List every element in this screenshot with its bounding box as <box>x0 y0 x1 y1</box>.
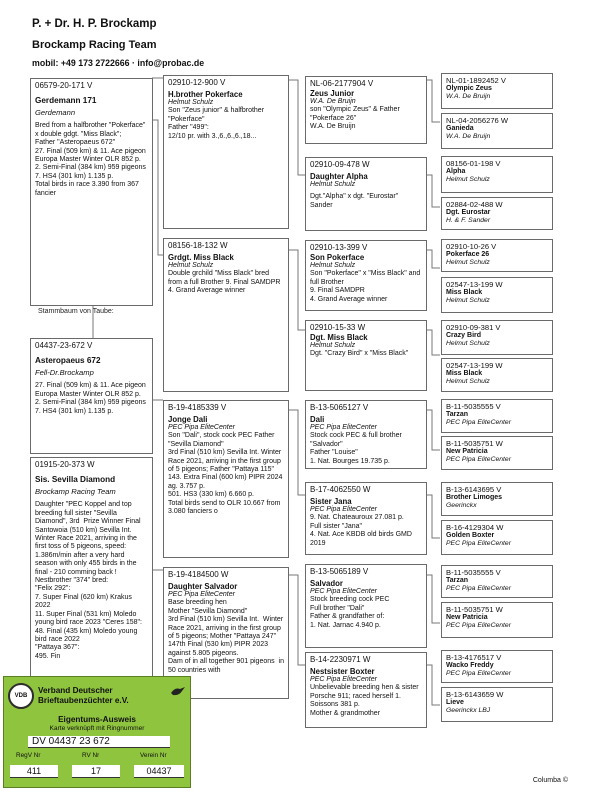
g4-name: Lieve <box>446 699 464 706</box>
g4-name: Dgt. Eurostar <box>446 209 491 216</box>
g4-card-16 <box>441 687 553 722</box>
subject-breeder: Gerdemann <box>35 108 76 117</box>
g4-breeder: W.A. De Bruijn <box>446 133 491 140</box>
ggp-dss-card <box>305 400 427 469</box>
g4-breeder: Helmut Schulz <box>446 378 490 385</box>
grandsire-paternal-card <box>163 75 289 229</box>
g4-card-3 <box>441 156 553 193</box>
sd-name: Grdgt. Miss Black <box>168 253 234 262</box>
g4-breeder: PEC Pipa EliteCenter <box>446 670 511 677</box>
g4-name: Tarzan <box>446 577 469 584</box>
g4-card-5 <box>441 239 553 272</box>
g4-breeder: W.A. De Bruijn <box>446 93 491 100</box>
g4-breeder: H. & F. Sander <box>446 217 491 224</box>
ss-breeder: Helmut Schulz <box>168 99 214 106</box>
ddd-description: Unbelievable breeding hen & sister Porsche 911; raced herself 1. Soissons 381 p. Mother & grandmother <box>310 684 419 717</box>
g4-card-11 <box>441 482 553 516</box>
subject-ring: 06579-20-171 V <box>35 81 93 90</box>
verein-label: Verein Nr <box>140 752 167 759</box>
dam-card <box>30 457 153 679</box>
card-ring-number: DV 04437 23 672 <box>28 736 170 748</box>
owner-name: P. + Dr. H. P. Brockamp <box>32 18 157 30</box>
sire-description: 27. Final (509 km) & 11. Ace pigeon Europa Master Winter OLR 852 p. 2. Semi-Final (384 km) 959 pigeons 7. HS4 (301 km) 1.135 p. <box>35 382 146 415</box>
g4-name: Miss Black <box>446 370 483 377</box>
ddd-name: Nestsister Boxter <box>310 667 375 676</box>
dss-breeder: PEC Pipa EliteCenter <box>310 424 377 431</box>
ggp-sds-card <box>305 240 427 311</box>
g4-ring: B-16-4129304 W <box>446 523 504 532</box>
sss-ring: NL-06-2177904 V <box>310 79 374 88</box>
subject-pigeon-card <box>30 78 153 306</box>
dss-description: Stock cock PEC & full brother "Salvador" Father "Louise" 1. Nat. Bourges 19.735 p. <box>310 432 402 465</box>
regv-value: 411 <box>10 765 58 778</box>
g4-name: New Patricia <box>446 448 488 455</box>
regv-label: RegV Nr <box>16 752 41 759</box>
g4-name: Pokerface 26 <box>446 251 490 258</box>
grandsire-maternal-card <box>163 400 289 558</box>
ggp-sss-card <box>305 76 427 144</box>
dam-ring: 01915-20-373 W <box>35 460 95 469</box>
g4-breeder: PEC Pipa EliteCenter <box>446 585 511 592</box>
dds-ring: B-13-5065189 V <box>310 567 369 576</box>
dsd-breeder: PEC Pipa EliteCenter <box>310 506 377 513</box>
subject-name: Gerdemann 171 <box>35 96 97 105</box>
g4-ring: 02547-13-199 W <box>446 280 503 289</box>
dsd-ring: B-17-4062550 W <box>310 485 371 494</box>
g4-breeder: Geerinckx <box>446 502 477 509</box>
g4-ring: B-13-6143695 V <box>446 485 502 494</box>
sd-description: Double grchild "Miss Black" bred from a full Brother 9. Final SAMDPR 4. Grand Average winner <box>168 270 281 295</box>
org-name-line2: Brieftaubenzüchter e.V. <box>38 696 129 705</box>
g4-name: Golden Boxter <box>446 532 495 539</box>
sss-description: son "Olympic Zeus" & Father "Pokerface 26" W.A. De Bruijn <box>310 106 400 131</box>
g4-ring: B-11-5035751 W <box>446 439 503 448</box>
g4-card-6 <box>441 277 553 313</box>
ggp-dsd-card <box>305 482 427 555</box>
g4-breeder: Helmut Schulz <box>446 259 490 266</box>
org-name-line1: Verband Deutscher <box>38 686 113 695</box>
ggp-sdd-card <box>305 320 427 391</box>
g4-name: Brother Limoges <box>446 494 503 501</box>
sdd-breeder: Helmut Schulz <box>310 342 356 349</box>
g4-card-9 <box>441 399 553 433</box>
g4-card-13 <box>441 565 553 598</box>
dds-name: Salvador <box>310 579 343 588</box>
dd-breeder: PEC Pipa EliteCenter <box>168 591 235 598</box>
sd-ring: 08156-18-132 W <box>168 241 228 250</box>
g4-breeder: PEC Pipa EliteCenter <box>446 622 511 629</box>
card-title: Eigentums-Ausweis <box>58 715 136 724</box>
ss-name: H.brother Pokerface <box>168 90 243 99</box>
ssd-breeder: Helmut Schulz <box>310 181 356 188</box>
g4-card-4 <box>441 197 553 230</box>
g4-card-15 <box>441 650 553 683</box>
ds-description: Son "Dali", stock cock PEC Father "Sevilla Diamond" 3rd Final (510 km) Sevilla Int. Winter Race 2021, arriving in the first group of 5 pigeons; Father "Pattaya 115" 143. Extra Final (600 km) PIPR 2024 ag. 3.757 p. 501. HS3 (330 km) 6.660 p. Total birds send to OLR 10.667 from 3.080 fanciers o <box>168 432 283 516</box>
g4-name: Ganieda <box>446 125 474 132</box>
rv-value: 17 <box>72 765 120 778</box>
g4-name: Tarzan <box>446 411 469 418</box>
granddam-paternal-card <box>163 238 289 392</box>
g4-breeder: Helmut Schulz <box>446 340 490 347</box>
g4-breeder: Geerinckx LBJ <box>446 707 491 714</box>
contact-line: mobil: +49 173 2722666 · info@probac.de <box>32 58 205 68</box>
g4-ring: B-11-5035555 V <box>446 402 501 411</box>
card-subtitle: Karte verknüpft mit Ringnummer <box>49 725 145 732</box>
ds-ring: B-19-4185339 V <box>168 403 227 412</box>
g4-ring: 02884-02-488 W <box>446 200 503 209</box>
ddd-ring: B-14-2230971 W <box>310 655 371 664</box>
g4-card-10 <box>441 436 553 470</box>
dsd-name: Sister Jana <box>310 497 352 506</box>
subject-description: Bred from a halfbrother "Pokerface" x double gdgt. "Miss Black"; Father "Asteropaeus 672" 27. Final (509 km) & 11. Ace pigeon Europa Master Winter OLR 852 p. 2. Semi-Final (384 km) 959 pigeons 7. HS4 (301 km) 1.135 p. Total birds in race 3.390 from 367 fancier <box>35 122 146 197</box>
ss-description: Son "Zeus junior" & halfbrother "Pokerface" Father "499": 12/10 pr. with 3.,6.,6.,6.,18... <box>168 107 265 140</box>
g4-breeder: PEC Pipa EliteCenter <box>446 419 511 426</box>
g4-ring: B-11-5035751 W <box>446 605 503 614</box>
dsd-description: 9. Nat. Chateauroux 27.081 p. Full sister "Jana" 4. Nat. Ace KBDB old birds GMD 2019 <box>310 514 412 547</box>
sds-description: Son "Pokerface" x "Miss Black" and full Brother 9. Final SAMDPR 4. Grand Average winner <box>310 270 421 303</box>
dds-breeder: PEC Pipa EliteCenter <box>310 588 377 595</box>
ggp-dds-card <box>305 564 427 648</box>
g4-ring: 02910-09-381 V <box>446 323 501 332</box>
g4-breeder: PEC Pipa EliteCenter <box>446 456 511 463</box>
sds-ring: 02910-13-399 V <box>310 243 368 252</box>
g4-name: Miss Black <box>446 289 483 296</box>
ownership-card <box>3 676 191 788</box>
ds-breeder: PEC Pipa EliteCenter <box>168 424 235 431</box>
g4-ring: B-13-4176517 V <box>446 653 502 662</box>
ddd-breeder: PEC Pipa EliteCenter <box>310 676 377 683</box>
ssd-description: Dgt."Alpha" x dgt. "Eurostar" Sander <box>310 193 401 209</box>
dam-name: Sis. Sevilla Diamond <box>35 475 116 484</box>
ss-ring: 02910-12-900 V <box>168 78 226 87</box>
pigeon-icon <box>170 685 186 697</box>
rv-label: RV Nr <box>82 752 100 759</box>
team-name: Brockamp Racing Team <box>32 39 157 51</box>
dss-name: Dali <box>310 415 325 424</box>
sss-name: Zeus Junior <box>310 89 355 98</box>
g4-name: Crazy Bird <box>446 332 482 339</box>
sdd-ring: 02910-15-33 W <box>310 323 366 332</box>
g4-ring: B-13-6143659 W <box>446 690 504 699</box>
g4-breeder: Helmut Schulz <box>446 176 490 183</box>
g4-card-7 <box>441 320 553 355</box>
footer-credit: Columba © <box>532 777 568 784</box>
g4-name: Olympic Zeus <box>446 85 492 92</box>
sire-breeder: Fell-Dr.Brockamp <box>35 368 94 377</box>
sire-card <box>30 338 153 454</box>
g4-card-2 <box>441 113 553 149</box>
stammbaum-label: Stammbaum von Taube: <box>38 308 114 315</box>
g4-ring: 08156-01-198 V <box>446 159 501 168</box>
g4-ring: NL-01-1892452 V <box>446 76 506 85</box>
dd-name: Daughter Salvador <box>168 582 238 591</box>
vdb-logo-icon: VDB <box>8 683 34 709</box>
g4-ring: B-11-5035555 V <box>446 568 501 577</box>
g4-name: Wacko Freddy <box>446 662 494 669</box>
g4-name: Alpha <box>446 168 466 175</box>
g4-card-14 <box>441 602 553 638</box>
g4-name: New Patricia <box>446 614 488 621</box>
ggp-ssd-card <box>305 157 427 231</box>
sdd-name: Dgt. Miss Black <box>310 333 368 342</box>
g4-ring: NL-04-2056276 W <box>446 116 509 125</box>
verein-value: 04437 <box>134 765 184 778</box>
g4-card-12 <box>441 520 553 555</box>
sd-breeder: Helmut Schulz <box>168 262 214 269</box>
dam-description: Daughter "PEC Koppel and top breeding full sister "Sevilla Diamond", 3rd Prize Winner Final Santowoia (510 km) Sevilla Int. Winter Race 2021, arriving in the first toss of 5 pigeons, speed: 1.386m/min after a very hard season with only 455 birds in the final - 210 comming back ! Nestbrother "374" bred: "Felix 292": 7. Super Final (620 km) Krakus 2022 11. Super Final (531 km) Moledo young bird race 2023 "Ceres 158": 48. Final (435 km) Moledo young bird race 2022 "Pattaya 367": 495. Fin <box>35 501 142 660</box>
g4-ring: 02547-13-199 W <box>446 361 503 370</box>
g4-ring: 02910-10-26 V <box>446 242 497 251</box>
ds-name: Jonge Dali <box>168 415 208 424</box>
g4-breeder: Helmut Schulz <box>446 297 490 304</box>
ssd-name: Daughter Alpha <box>310 172 368 181</box>
sds-breeder: Helmut Schulz <box>310 262 356 269</box>
sire-ring: 04437-23-672 V <box>35 341 93 350</box>
dss-ring: B-13-5065127 V <box>310 403 369 412</box>
dd-description: Base breeding hen Mother "Sevilla Diamond" 3rd Final (510 km) Sevilla Int. Winter Race 2021, arriving in the first group of 5 pigeons; Mother "Pattaya 247" 147th Final (530 km) PIPR 2023 against 5.805 pigeons. Dam of in all together 901 pigeons in 50 countries with <box>168 599 284 674</box>
dd-ring: B-19-4184500 W <box>168 570 229 579</box>
sds-name: Son Pokerface <box>310 253 365 262</box>
sire-name: Asteropaeus 672 <box>35 356 101 365</box>
g4-card-1 <box>441 73 553 109</box>
dam-breeder: Brockamp Racing Team <box>35 487 116 496</box>
sss-breeder: W.A. De Bruijn <box>310 98 356 105</box>
g4-card-8 <box>441 358 553 392</box>
ggp-ddd-card <box>305 652 427 728</box>
dds-description: Stock breeding cock PEC Full brother "Dali" Father & grandfather of: 1. Nat. Jarnac 4.940 p. <box>310 596 390 629</box>
g4-breeder: PEC Pipa EliteCenter <box>446 540 511 547</box>
sdd-description: Dgt. "Crazy Bird" x "Miss Black" <box>310 350 409 358</box>
ssd-ring: 02910-09-478 W <box>310 160 370 169</box>
